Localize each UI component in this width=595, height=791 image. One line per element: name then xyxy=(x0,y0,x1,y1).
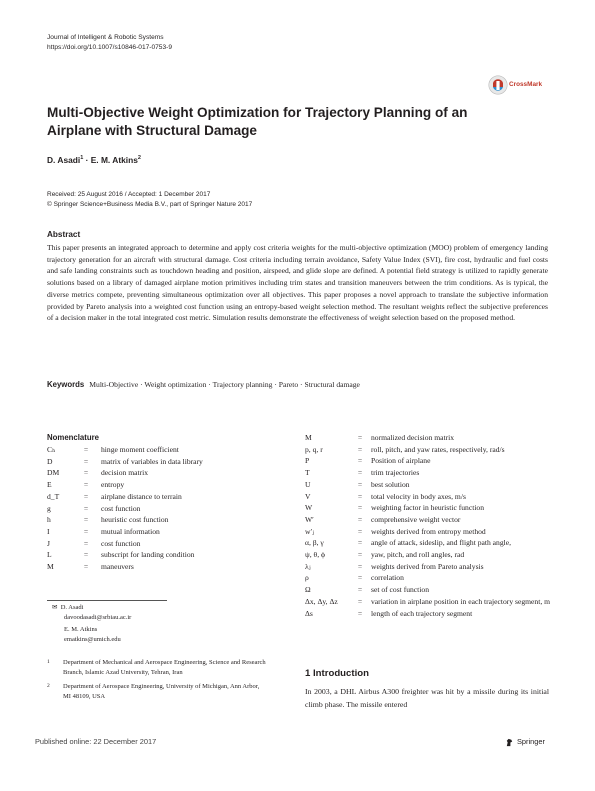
author-2-affil: 2 xyxy=(137,155,141,162)
nomenclature-row xyxy=(305,537,551,549)
nomenclature-symbol: g xyxy=(47,503,51,513)
nomenclature-right xyxy=(305,432,551,619)
nomenclature-row xyxy=(305,467,551,479)
contact-email-2[interactable]: ematkins@umich.edu xyxy=(64,635,121,643)
nomenclature-equals: = xyxy=(357,573,363,583)
nomenclature-definition: weights derived from entropy method xyxy=(371,526,486,536)
nomenclature-symbol: V xyxy=(305,491,311,501)
nomenclature-symbol: ψ, θ, ϕ xyxy=(305,550,325,560)
nomenclature-equals: = xyxy=(357,550,363,560)
author-list xyxy=(47,155,141,165)
nomenclature-row xyxy=(305,432,551,444)
nomenclature-definition: normalized decision matrix xyxy=(371,433,455,442)
nomenclature-symbol: M xyxy=(47,562,54,572)
crossmark-icon xyxy=(488,75,508,95)
crossmark-label: CrossMark xyxy=(509,81,543,88)
nomenclature-definition: heuristic cost function xyxy=(101,515,169,525)
nomenclature-row xyxy=(305,514,551,526)
nomenclature-row xyxy=(305,608,551,620)
contact-name-1: D. Asadi xyxy=(60,604,84,611)
nomenclature-row xyxy=(47,491,203,503)
nomenclature-equals: = xyxy=(83,562,89,572)
nomenclature-equals: = xyxy=(357,479,363,489)
nomenclature-row xyxy=(47,549,203,561)
corresponding-authors xyxy=(52,603,131,644)
nomenclature-symbol: U xyxy=(305,479,311,489)
affiliation-num: 1 xyxy=(47,659,50,665)
affiliation-1 xyxy=(47,658,267,677)
nomenclature-equals: = xyxy=(83,515,89,525)
publication-dates xyxy=(47,190,252,210)
contact-author-1 xyxy=(52,603,131,613)
nomenclature-row xyxy=(47,444,203,456)
nomenclature-row xyxy=(305,526,551,538)
nomenclature-symbol: α, β, γ xyxy=(305,538,324,548)
nomenclature-row xyxy=(305,572,551,584)
nomenclature-row xyxy=(305,502,551,514)
affiliation-text: Department of Aerospace Engineering, University of Michigan, Ann Arbor, MI 48109, USA xyxy=(63,683,260,700)
author-2[interactable]: E. M. Atkins xyxy=(90,155,138,165)
nomenclature-equals: = xyxy=(357,596,363,606)
nomenclature-row xyxy=(305,561,551,573)
affiliations xyxy=(47,658,267,706)
author-1-affil: 1 xyxy=(80,155,84,162)
nomenclature-equals: = xyxy=(357,433,363,442)
nomenclature-equals: = xyxy=(83,550,89,560)
nomenclature-equals: = xyxy=(83,456,89,466)
nomenclature-definition: Position of airplane xyxy=(371,456,431,466)
nomenclature-symbol: T xyxy=(305,468,310,478)
contact-email-1[interactable]: davoodasadi@srbiau.ac.ir xyxy=(64,613,132,621)
nomenclature-equals: = xyxy=(357,444,363,454)
keywords-label: Keywords xyxy=(47,380,85,389)
nomenclature-equals: = xyxy=(357,561,363,571)
keywords xyxy=(47,380,548,389)
introduction-text: In 2003, a DHL Airbus A300 freighter was hit by a missile during its initial climb phase. The missile entered xyxy=(305,687,549,709)
nomenclature-symbol: E xyxy=(47,480,52,490)
nomenclature-definition: yaw, pitch, and roll angles, rad xyxy=(371,550,465,560)
nomenclature-definition: matrix of variables in data library xyxy=(101,456,203,466)
nomenclature-symbol: W xyxy=(305,503,313,513)
nomenclature-symbol: DM xyxy=(47,468,60,478)
nomenclature-equals: = xyxy=(83,526,89,536)
nomenclature-definition: cost function xyxy=(101,503,141,513)
nomenclature-equals: = xyxy=(357,503,363,513)
nomenclature-row xyxy=(47,514,203,526)
nomenclature-equals: = xyxy=(83,503,89,513)
nomenclature-definition: weights derived from Pareto analysis xyxy=(371,561,484,571)
nomenclature-symbol: h xyxy=(47,515,51,525)
nomenclature-row xyxy=(47,561,203,573)
envelope-icon: ✉ xyxy=(52,604,58,611)
nomenclature-equals: = xyxy=(357,608,363,618)
nomenclature-symbol: p, q, r xyxy=(305,444,323,454)
nomenclature-equals: = xyxy=(357,514,363,524)
nomenclature-symbol: J xyxy=(47,538,50,548)
nomenclature-equals: = xyxy=(83,468,89,478)
nomenclature-equals: = xyxy=(83,538,89,548)
crossmark-badge[interactable] xyxy=(488,75,558,97)
nomenclature-definition: comprehensive weight vector xyxy=(371,514,461,524)
nomenclature-symbol: Δx, Δy, Δz xyxy=(305,596,338,606)
nomenclature-symbol: ρ xyxy=(305,573,309,583)
nomenclature-row xyxy=(47,526,203,538)
author-1[interactable]: D. Asadi xyxy=(47,155,81,165)
publisher-name: Springer xyxy=(517,737,545,746)
nomenclature-definition: cost function xyxy=(101,538,141,548)
nomenclature-definition: hinge moment coefficient xyxy=(101,445,179,454)
nomenclature-definition: roll, pitch, and yaw rates, respectively, rad/s xyxy=(371,444,505,454)
nomenclature-definition: trim trajectories xyxy=(371,468,420,478)
nomenclature-equals: = xyxy=(357,526,363,536)
nomenclature-definition: total velocity in body axes, m/s xyxy=(371,491,466,501)
nomenclature-row xyxy=(305,549,551,561)
nomenclature-symbol: L xyxy=(47,550,52,560)
nomenclature-definition: variation in airplane position in each trajectory segment, m xyxy=(371,596,551,606)
nomenclature-heading: Nomenclature xyxy=(47,433,99,442)
nomenclature-definition: maneuvers xyxy=(101,562,134,572)
nomenclature-left xyxy=(47,444,203,573)
nomenclature-row xyxy=(47,538,203,550)
nomenclature-row xyxy=(47,456,203,468)
nomenclature-symbol: w′ⱼ xyxy=(305,526,315,536)
nomenclature-symbol: D xyxy=(47,456,53,466)
publisher-logo xyxy=(505,737,545,747)
nomenclature-row xyxy=(305,584,551,596)
nomenclature-definition: length of each trajectory segment xyxy=(371,608,473,618)
paper-title: Multi-Objective Weight Optimization for Trajectory Planning of an Airplane with Structural Damage xyxy=(47,105,468,138)
nomenclature-row xyxy=(47,503,203,515)
nomenclature-definition: set of cost function xyxy=(371,585,429,595)
nomenclature-equals: = xyxy=(357,585,363,595)
contact-name-2: E. M. Atkins xyxy=(64,626,98,633)
doi-link[interactable]: https://doi.org/10.1007/s10846-017-0753-9 xyxy=(47,44,173,51)
nomenclature-equals: = xyxy=(83,480,89,490)
keywords-text: Multi-Objective · Weight optimization · Trajectory planning · Pareto · Structural damage xyxy=(89,380,360,389)
nomenclature-row xyxy=(305,479,551,491)
nomenclature-definition: best solution xyxy=(371,479,410,489)
received-accepted: Received: 25 August 2016 / Accepted: 1 December 2017 xyxy=(47,191,211,198)
nomenclature-equals: = xyxy=(83,491,89,501)
nomenclature-definition: correlation xyxy=(371,573,404,583)
copyright-line: © Springer Science+Business Media B.V., part of Springer Nature 2017 xyxy=(47,201,253,208)
nomenclature-row xyxy=(47,479,203,491)
nomenclature-symbol: I xyxy=(47,526,50,536)
nomenclature-symbol: Cₕ xyxy=(47,445,56,454)
footnote-divider xyxy=(47,600,167,601)
nomenclature-row xyxy=(305,491,551,503)
nomenclature-symbol: Δs xyxy=(305,608,313,618)
journal-header xyxy=(47,33,172,53)
nomenclature-definition: angle of attack, sideslip, and flight path angle, xyxy=(371,538,512,548)
nomenclature-equals: = xyxy=(83,445,89,454)
nomenclature-symbol: P xyxy=(305,456,310,466)
affiliation-num: 2 xyxy=(47,683,50,689)
nomenclature-symbol: Ω xyxy=(305,585,311,595)
author-separator: · xyxy=(83,155,91,165)
nomenclature-equals: = xyxy=(357,538,363,548)
nomenclature-row xyxy=(305,455,551,467)
published-online: Published online: 22 December 2017 xyxy=(35,737,157,746)
nomenclature-equals: = xyxy=(357,491,363,501)
nomenclature-symbol: d_T xyxy=(47,491,60,501)
nomenclature-definition: entropy xyxy=(101,480,125,490)
nomenclature-definition: subscript for landing condition xyxy=(101,550,195,560)
nomenclature-equals: = xyxy=(357,468,363,478)
nomenclature-equals: = xyxy=(357,456,363,466)
nomenclature-row xyxy=(47,467,203,479)
introduction-heading: 1 Introduction xyxy=(305,668,369,679)
affiliation-text: Department of Mechanical and Aerospace Engineering, Science and Research Branch, Islamic Azad University, Tehran, Iran xyxy=(63,659,266,676)
nomenclature-row xyxy=(305,444,551,456)
abstract-text: This paper presents an integrated approach to determine and apply cost criteria weights for the multi-objective optimization (MOO) problem of emergency landing trajectory generation for an aircraft with structural damage. Cost criteria including terrain avoidance, Safety Value Index (SVI), fire cost, hydraulic and fuel costs and safe landing constraints such as touchdown heading and position, airspeed, and glide slope are defined. A potential field strategy is utilized to rapidly generate solutions based on a library of damaged airplane motion primitives including trim states and transition maneuvers between the trim conditions. As is typical, the diverse metrics compete, preventing simultaneous optimization over all objectives. This paper proposes a novel approach to translate the subjective information provided by Pareto analysis into a weighted cost function using an entropy-based weight selection method. The resultant weights reflect the subjective preferences of a decision maker in the total integrated cost metric. Simulation results demonstrate the effectiveness of weight selection based on the proposed method. xyxy=(47,243,548,323)
nomenclature-definition: decision matrix xyxy=(101,468,149,478)
nomenclature-definition: airplane distance to terrain xyxy=(101,491,182,501)
nomenclature-definition: mutual information xyxy=(101,526,160,536)
affiliation-2 xyxy=(47,682,267,701)
nomenclature-row xyxy=(305,596,551,608)
springer-horse-icon xyxy=(505,738,514,747)
nomenclature-symbol: M xyxy=(305,433,312,442)
nomenclature-symbol: λⱼ xyxy=(305,561,311,571)
nomenclature-symbol: W′ xyxy=(305,514,314,524)
journal-name: Journal of Intelligent & Robotic Systems xyxy=(47,34,164,41)
abstract-heading: Abstract xyxy=(47,230,81,239)
nomenclature-definition: weighting factor in heuristic function xyxy=(371,503,485,513)
